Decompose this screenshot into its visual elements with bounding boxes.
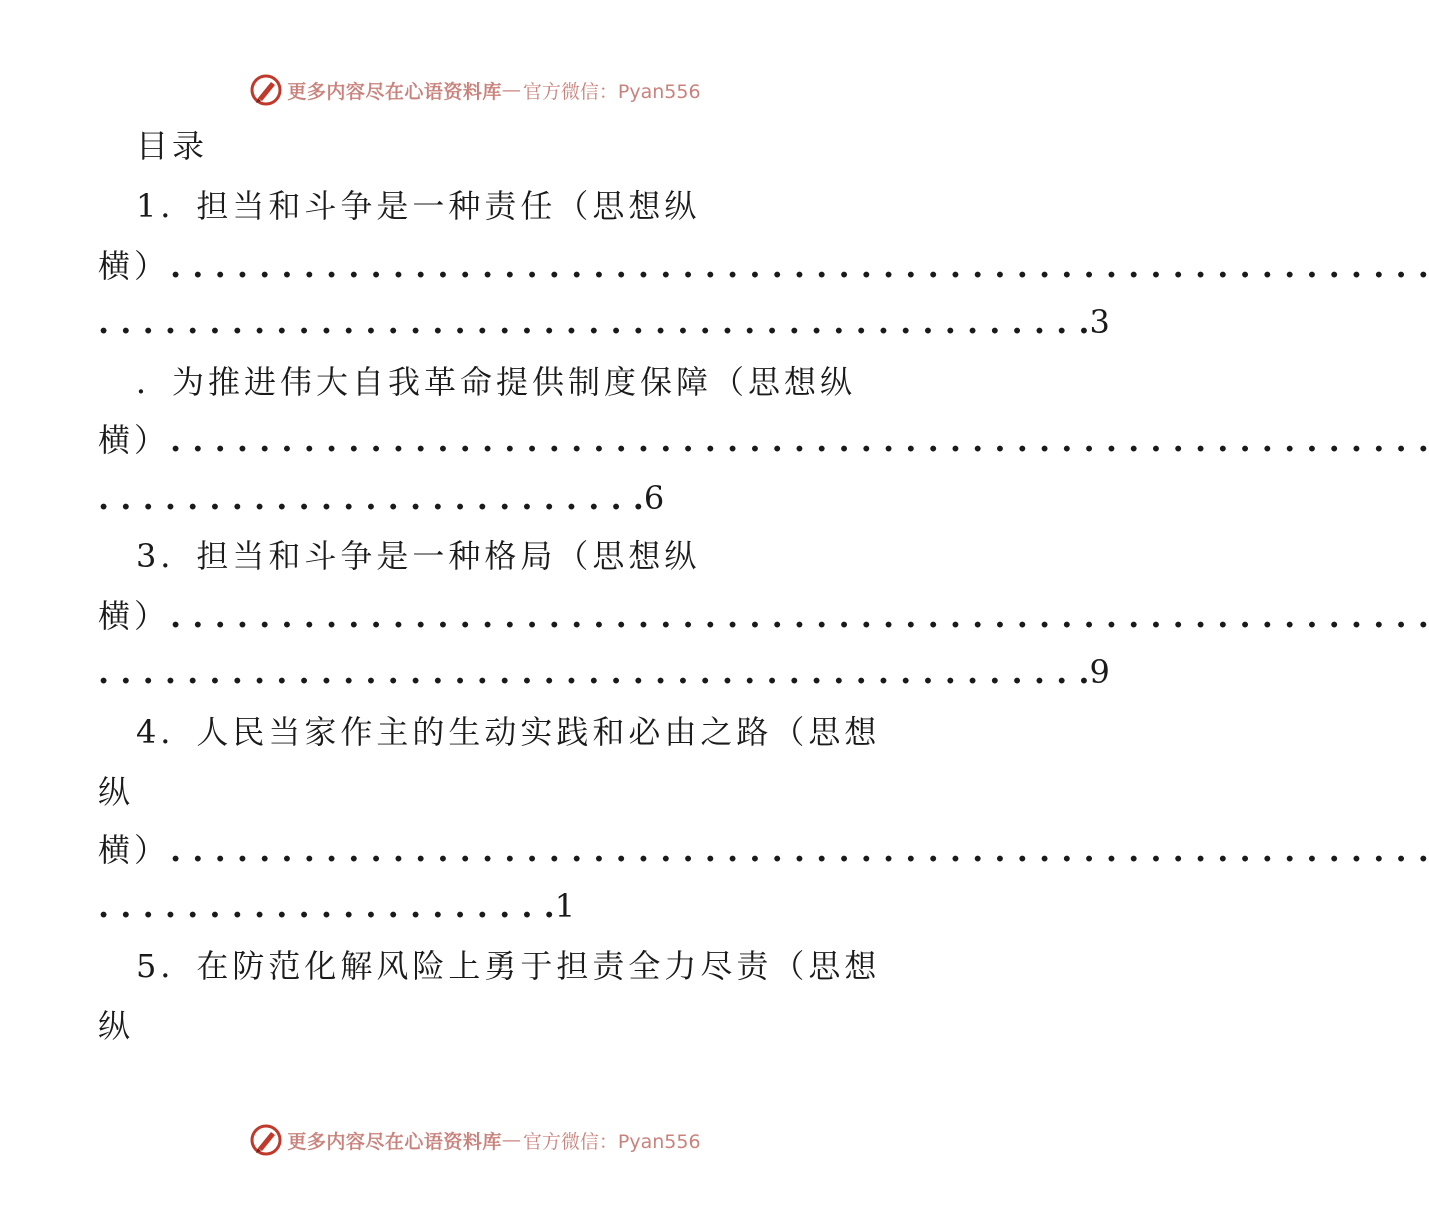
toc-entry-1-leader[interactable]: . . . . . . . . . . . . . . . . . . . . . . . . . . . . . . . . . . . . . . . . . . . . .3 [98, 303, 1110, 341]
toc-entry-4-leader[interactable]: . . . . . . . . . . . . . . . . . . . . .1 [98, 887, 576, 925]
toc-entry-3-heading[interactable]: 3．担当和斗争是一种格局（思想纵 [136, 537, 701, 575]
toc-entry-2-tail-row[interactable] [98, 420, 842, 460]
toc-entry-2-heading[interactable]: ．为推进伟大自我革命提供制度保障（思想纵 [136, 363, 857, 401]
banner-text: 更多内容尽在心语资料库 [287, 80, 502, 103]
toc-entry-4-heading[interactable]: 4．人民当家作主的生动实践和必由之路（思想 [136, 713, 881, 751]
toc-entry-3-tail-row[interactable] [98, 596, 842, 636]
toc-entry-4-tail: 横） [98, 831, 171, 869]
toc-entry-1-tail: 横） [98, 247, 171, 285]
leader-dots [170, 246, 1429, 286]
leader-dots [170, 830, 1429, 870]
header-banner [0, 70, 950, 110]
toc-entry-1-page: 3 [1089, 303, 1110, 341]
banner-separator: — [501, 1129, 521, 1151]
toc-entry-3-page: 9 [1089, 653, 1110, 691]
toc-entry-4-tail-row[interactable] [98, 830, 842, 870]
pen-logo-icon [249, 1123, 283, 1157]
toc-entry-1-heading[interactable]: 1．担当和斗争是一种责任（思想纵 [136, 187, 701, 225]
toc-entry-2-leader[interactable]: . . . . . . . . . . . . . . . . . . . . . . . . .6 [98, 479, 665, 517]
toc-entry-3-leader[interactable]: . . . . . . . . . . . . . . . . . . . . . . . . . . . . . . . . . . . . . . . . . . . . .9 [98, 653, 1110, 691]
toc-entry-4-wrap: 纵 [98, 773, 135, 811]
banner-separator: — [501, 79, 521, 101]
toc-entry-2-tail: 横） [98, 421, 171, 459]
toc-entry-2-page: 6 [643, 479, 665, 517]
toc-entry-4-page: 1 [554, 887, 576, 925]
toc-entry-1-tail-row[interactable] [98, 246, 842, 286]
toc-entry-3-tail: 横） [98, 597, 171, 635]
banner-contact: 官方微信：Pyan556 [522, 80, 701, 103]
toc-entry-5-wrap: 纵 [98, 1007, 135, 1045]
pen-logo-icon [249, 73, 283, 107]
leader-dots [170, 596, 1429, 636]
banner-text: 更多内容尽在心语资料库 [287, 1130, 502, 1153]
banner-contact: 官方微信：Pyan556 [522, 1130, 701, 1153]
toc-entry-5-heading[interactable]: 5．在防范化解风险上勇于担责全力尽责（思想 [136, 947, 881, 985]
leader-dots [170, 420, 1429, 460]
footer-banner [0, 1120, 950, 1160]
toc-title: 目录 [136, 127, 209, 165]
